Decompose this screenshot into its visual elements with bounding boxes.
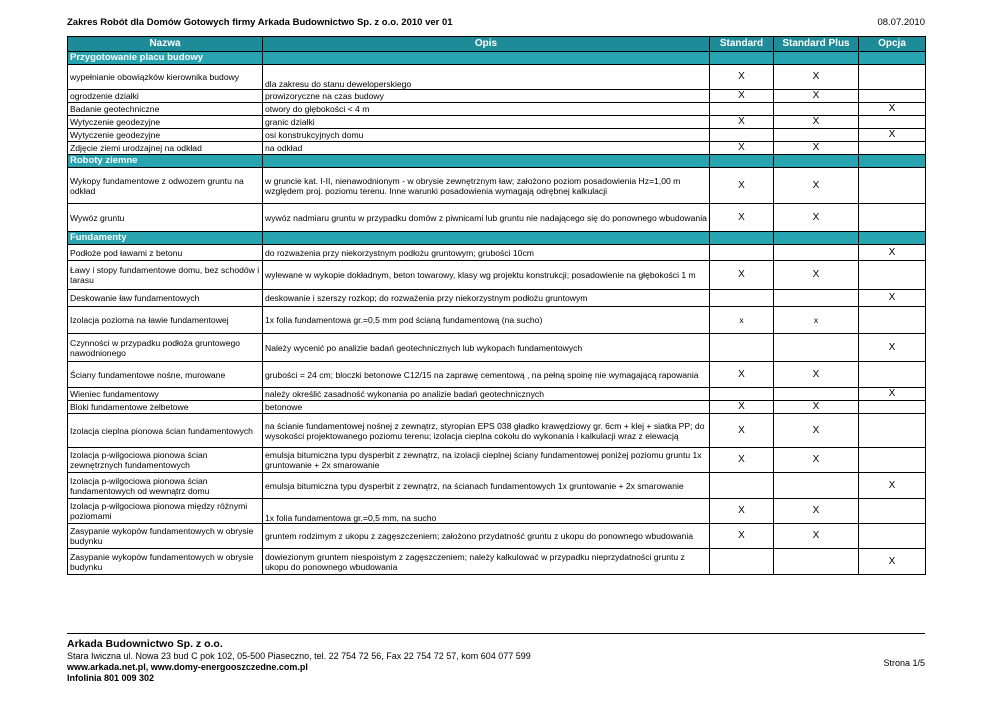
row-option-mark: X (859, 129, 926, 142)
row-option-mark: X (859, 388, 926, 401)
row-option-mark (859, 401, 926, 414)
table-row (68, 499, 926, 524)
footer-websites[interactable]: www.arkada.net.pl, www.domy-energooszczedne.com.pl (67, 662, 308, 672)
document-date: 08.07.2010 (877, 17, 925, 28)
row-option-mark (859, 499, 926, 524)
row-name: Wykopy fundamentowe z odwozem gruntu na odkład (68, 168, 263, 204)
row-description: osi konstrukcyjnych domu (263, 129, 710, 142)
column-header-option: Opcja (859, 37, 926, 52)
table-row (68, 448, 926, 473)
row-standard-plus-mark: X (774, 65, 859, 90)
section-row (68, 232, 926, 245)
scope-table (67, 36, 926, 575)
row-name: Izolacja cieplna pionowa ścian fundamentowych (68, 414, 263, 448)
section-row (68, 52, 926, 65)
row-standard-plus-mark (774, 245, 859, 261)
footer-infoline: Infolinia 801 009 302 (67, 673, 155, 683)
row-description: otwory do głębokości < 4 m (263, 103, 710, 116)
row-standard-mark (710, 473, 774, 499)
row-description: do rozważenia przy niekorzystnym podłożu gruntowym; grubości 10cm (263, 245, 710, 261)
row-standard-mark: X (710, 401, 774, 414)
section-row (68, 155, 926, 168)
row-option-mark: X (859, 103, 926, 116)
row-option-mark (859, 204, 926, 232)
row-description: 1x folia fundamentowa gr.=0,5 mm pod ścianą fundamentową (na sucho) (263, 307, 710, 334)
page-footer (67, 638, 925, 688)
table-row (68, 142, 926, 155)
row-standard-mark (710, 129, 774, 142)
table-row (68, 401, 926, 414)
row-option-mark (859, 116, 926, 129)
row-standard-plus-mark (774, 129, 859, 142)
table-row (68, 103, 926, 116)
row-standard-plus-mark (774, 290, 859, 307)
row-standard-plus-mark: X (774, 90, 859, 103)
row-option-mark: X (859, 290, 926, 307)
document-title: Zakres Robót dla Domów Gotowych firmy Arkada Budownictwo Sp. z o.o. 2010 ver 01 (67, 17, 453, 28)
row-standard-plus-mark: X (774, 448, 859, 473)
table-row (68, 168, 926, 204)
row-standard-plus-mark: X (774, 204, 859, 232)
table-row (68, 245, 926, 261)
row-standard-mark: X (710, 116, 774, 129)
row-option-mark (859, 142, 926, 155)
row-description: emulsja bitumiczna typu dysperbit z zewnątrz, na izolacji cieplnej ściany fundamentowej poniżej poziomu gruntu 1x gruntowanie + 2x smarowanie (263, 448, 710, 473)
row-name: Ławy i stopy fundamentowe domu, bez schodów i tarasu (68, 261, 263, 290)
row-description: deskowanie i szerszy rozkop; do rozważenia przy niekorzystnym podłożu gruntowym (263, 290, 710, 307)
row-description: na odkład (263, 142, 710, 155)
row-standard-mark (710, 388, 774, 401)
row-standard-plus-mark (774, 549, 859, 575)
row-name: Podłoże pod ławami z betonu (68, 245, 263, 261)
row-standard-mark: X (710, 261, 774, 290)
section-title: Roboty ziemne (68, 155, 263, 168)
table-row (68, 549, 926, 575)
table-row (68, 65, 926, 90)
row-name: Zasypanie wykopów fundamentowych w obrysie budynku (68, 549, 263, 575)
row-standard-mark (710, 245, 774, 261)
row-description: prowizoryczne na czas budowy (263, 90, 710, 103)
row-option-mark (859, 65, 926, 90)
row-option-mark: X (859, 549, 926, 575)
table-row (68, 307, 926, 334)
row-standard-mark: X (710, 448, 774, 473)
column-header-standard: Standard (710, 37, 774, 52)
row-name: ogrodzenie działki (68, 90, 263, 103)
row-option-mark: X (859, 334, 926, 362)
row-description: dla zakresu do stanu deweloperskiego (263, 65, 710, 90)
table-row (68, 116, 926, 129)
row-name: Zasypanie wykopów fundamentowych w obrysie budynku (68, 524, 263, 549)
row-option-mark (859, 414, 926, 448)
table-row (68, 261, 926, 290)
table-row (68, 362, 926, 388)
row-description: grubości = 24 cm; bloczki betonowe C12/15 na zaprawę cementową , na pełną spoinę nie wymagającą rapowania (263, 362, 710, 388)
row-name: Izolacja p-wilgociowa pionowa ścian fundamentowych od wewnątrz domu (68, 473, 263, 499)
table-row (68, 204, 926, 232)
row-name: Wywóz gruntu (68, 204, 263, 232)
row-name: Izolacja p-wilgociowa pionowa między różnymi poziomami (68, 499, 263, 524)
footer-address: Stara Iwiczna ul. Nowa 23 bud C pok 102, 05-500 Piaseczno, tel. 22 754 72 56, Fax 22 754 72 57, kom 604 077 599 (67, 651, 531, 661)
row-name: Wytyczenie geodezyjne (68, 116, 263, 129)
row-standard-plus-mark: X (774, 142, 859, 155)
footer-divider (67, 633, 925, 634)
row-standard-plus-mark: X (774, 116, 859, 129)
section-title: Przygotowanie placu budowy (68, 52, 263, 65)
row-option-mark (859, 261, 926, 290)
table-row (68, 290, 926, 307)
row-description: gruntem rodzimym z ukopu z zagęszczeniem; założono przydatność gruntu z ukopu do ponownego wbudowania (263, 524, 710, 549)
row-description: w gruncie kat. I-II, nienawodnionym - w obrysie zewnętrznym ław; założono poziom posadowienia Hz=1,00 m względem proj. poziomu terenu. Inne warunki posadowienia wymagają odrębnej kalkulacji (263, 168, 710, 204)
row-standard-plus-mark: X (774, 414, 859, 448)
row-name: Badanie geotechniczne (68, 103, 263, 116)
row-standard-plus-mark (774, 103, 859, 116)
row-standard-mark: X (710, 90, 774, 103)
row-standard-plus-mark: X (774, 362, 859, 388)
table-row (68, 414, 926, 448)
row-standard-plus-mark: X (774, 499, 859, 524)
row-name: Bloki fundamentowe żelbetowe (68, 401, 263, 414)
column-header-standard-plus: Standard Plus (774, 37, 859, 52)
row-description: Należy wycenić po analizie badań geotechnicznych lub wykopach fundamentowych (263, 334, 710, 362)
page-number: Strona 1/5 (883, 658, 925, 668)
row-standard-mark (710, 290, 774, 307)
row-name: Czynności w przypadku podłoża gruntowego nawodnionego (68, 334, 263, 362)
row-option-mark (859, 307, 926, 334)
column-header-name: Nazwa (68, 37, 263, 52)
row-standard-plus-mark (774, 388, 859, 401)
row-standard-mark: X (710, 362, 774, 388)
row-name: Izolacja pozioma na ławie fundamentowej (68, 307, 263, 334)
row-name: Wytyczenie geodezyjne (68, 129, 263, 142)
row-option-mark (859, 168, 926, 204)
row-standard-plus-mark: X (774, 261, 859, 290)
row-standard-mark (710, 334, 774, 362)
row-standard-mark: X (710, 414, 774, 448)
row-standard-plus-mark (774, 473, 859, 499)
table-header-row (68, 37, 926, 52)
footer-company-name: Arkada Budownictwo Sp. z o.o. (67, 638, 223, 650)
row-standard-plus-mark (774, 334, 859, 362)
table-row (68, 334, 926, 362)
row-description: należy określić zasadność wykonania po analizie badań geotechnicznych (263, 388, 710, 401)
row-standard-mark: X (710, 499, 774, 524)
row-option-mark: X (859, 245, 926, 261)
row-standard-plus-mark: X (774, 524, 859, 549)
row-standard-mark: X (710, 65, 774, 90)
document-header (67, 17, 925, 31)
row-name: Deskowanie ław fundamentowych (68, 290, 263, 307)
table-row (68, 388, 926, 401)
column-header-desc: Opis (263, 37, 710, 52)
row-option-mark: X (859, 473, 926, 499)
row-standard-mark: X (710, 142, 774, 155)
row-standard-mark (710, 103, 774, 116)
row-name: Ściany fundamentowe nośne, murowane (68, 362, 263, 388)
row-standard-plus-mark: X (774, 401, 859, 414)
row-name: Wieniec fundamentowy (68, 388, 263, 401)
row-name: Izolacja p-wilgociowa pionowa ścian zewnętrznych fundamentowych (68, 448, 263, 473)
row-standard-plus-mark: x (774, 307, 859, 334)
table-row (68, 473, 926, 499)
row-name: Zdjęcie ziemi urodzajnej na odkład (68, 142, 263, 155)
row-description: dowiezionym gruntem niespoistym z zagęszczeniem; należy kalkulować w przypadku nieprzydatności gruntu z ukopu do ponownego wbudowania (263, 549, 710, 575)
table-row (68, 129, 926, 142)
row-standard-plus-mark: X (774, 168, 859, 204)
row-description: na ścianie fundamentowej nośnej z zewnątrz, styropian EPS 038 gładko krawędziowy gr. 6cm + klej + siatka PP; do wysokości projektowanego poziomu terenu; izolacja cieplna cokołu do wykonania i kalkulacji wraz z elewacją (263, 414, 710, 448)
row-description: 1x folia fundamentowa gr.=0,5 mm, na sucho (263, 499, 710, 524)
row-standard-mark: x (710, 307, 774, 334)
row-name: wypełnianie obowiązków kierownika budowy (68, 65, 263, 90)
row-standard-mark: X (710, 168, 774, 204)
row-description: granic działki (263, 116, 710, 129)
row-description: wywóz nadmiaru gruntu w przypadku domów z piwnicami lub gruntu nie nadającego się do ponownego wbudowania (263, 204, 710, 232)
row-description: wylewane w wykopie dokładnym, beton towarowy, klasy wg projektu konstrukcji; posadowienie na głębokości 1 m (263, 261, 710, 290)
row-option-mark (859, 90, 926, 103)
row-standard-mark: X (710, 204, 774, 232)
row-option-mark (859, 524, 926, 549)
row-standard-mark: X (710, 524, 774, 549)
section-title: Fundamenty (68, 232, 263, 245)
row-option-mark (859, 362, 926, 388)
table-row (68, 524, 926, 549)
row-standard-mark (710, 549, 774, 575)
table-row (68, 90, 926, 103)
row-description: betonowe (263, 401, 710, 414)
row-description: emulsja bitumiczna typu dysperbit z zewnątrz, na ścianach fundamentowych 1x gruntowanie + 2x smarowanie (263, 473, 710, 499)
row-option-mark (859, 448, 926, 473)
